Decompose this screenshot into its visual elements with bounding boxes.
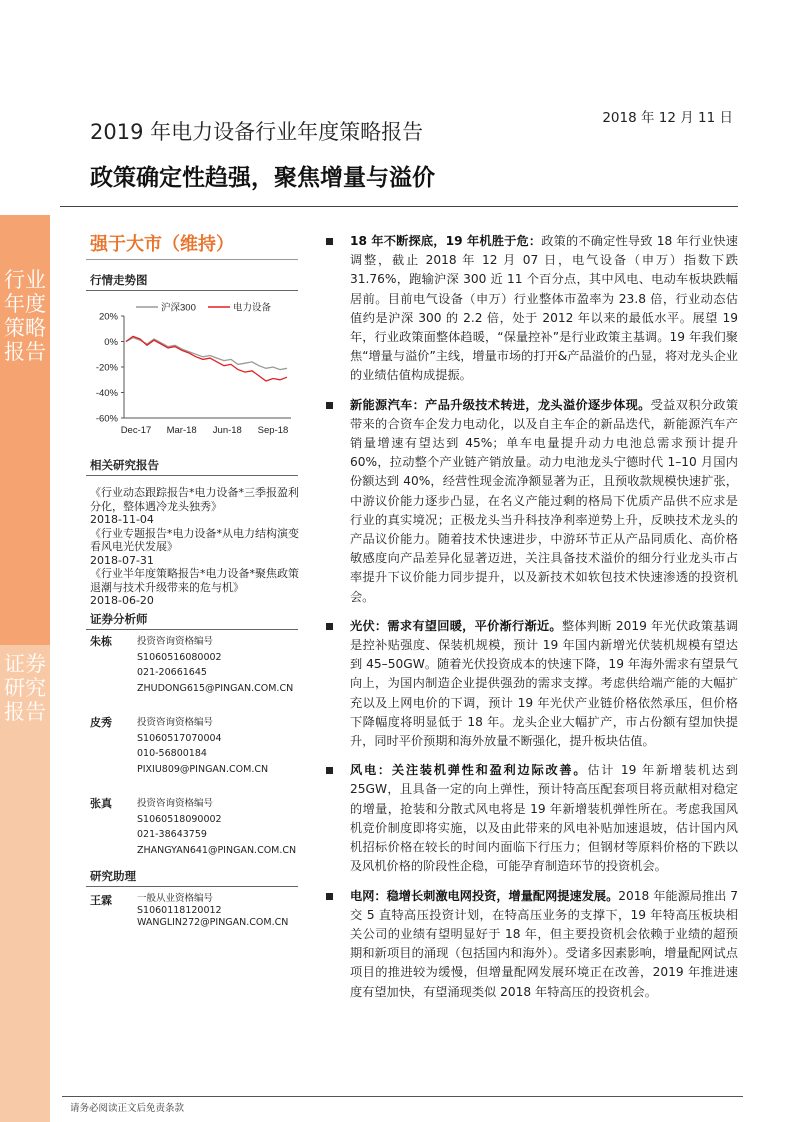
- analyst-cert-id: S1060517070004: [137, 732, 222, 744]
- analyst-cert-id: S1060518090002: [137, 813, 222, 825]
- bullet-square-icon: [326, 238, 333, 245]
- analyst-phone: 021-20661645: [137, 667, 207, 678]
- analyst-cert-label: 投资咨询资格编号: [137, 636, 214, 647]
- footer-disclaimer[interactable]: 请务必阅读正文后免责条款: [70, 1103, 185, 1114]
- key-point-body: 整体判断 2019 年光伏政策基调是控补贴强度、保装机规模，预计 19 年国内新增光伏装机规模有望达到 45–50GW。随着光伏投资成本的快速下降，19 年海外需求有望景气向上，为国内制造企业提供强劲的需求支撑。考虑供给端产能的大幅扩充以及上网电价的下调，预计 19 年光伏产业链价格依然承压，但价格下降幅度将明显低于 18 年。龙头企业大幅扩产，市占份额有望加快提升，同时平价预期和海外放量不断强化，提升板块估值。: [350, 618, 739, 749]
- key-point-lead: 电网：稳增长刺激电网投资，增量配网提速发展。: [350, 888, 619, 903]
- analyst-cert-label: 投资咨询资格编号: [137, 798, 214, 809]
- key-point: [322, 396, 738, 607]
- side-label-bottom: 证券研究报告: [4, 652, 46, 724]
- x-tick-label: Dec-17: [120, 425, 152, 436]
- key-point: [322, 887, 738, 1002]
- market-trend-title: 行情走势图: [90, 273, 148, 287]
- legend-label: 电力设备: [233, 302, 272, 314]
- related-reports-divider: [86, 475, 298, 476]
- x-tick-label: Sep-18: [257, 425, 289, 436]
- key-point: [322, 761, 738, 876]
- report-item[interactable]: [90, 527, 302, 568]
- analysts-divider: [86, 629, 298, 630]
- report-item-date: 2018-11-04: [90, 513, 154, 526]
- side-label-top: 行业年度策略报告: [4, 268, 46, 364]
- x-tick-label: Mar-18: [166, 425, 197, 436]
- report-item-text: 《行业专题报告*电力设备*从电力结构演变看风电光伏发展》: [90, 526, 299, 553]
- assistant-email[interactable]: WANGLIN272@PINGAN.COM.CN: [137, 917, 289, 928]
- assistant-cert-id: S1060118120012: [137, 905, 222, 916]
- report-item-text: 《行业动态跟踪报告*电力设备*三季报盈利分化，整体遇冷龙头独秀》: [90, 486, 299, 513]
- key-point-body: 政策的不确定性导致 18 年行业快速调整，截止 2018 年 12 月 07 日，电气设备（申万）指数下跌 31.76%，跑输沪深 300 近 11 个百分点，其中风电、电动车板块跌幅居前。目前电气设备（申万）行业整体市盈率为 23.8 倍，行业动态估值约是沪深 300 的 2.2 倍，处于 2012 年以来的最低水平。展望 19 年，行业政策面整体趋暖，“保量控补”是行业政策主基调。19 年我们聚焦“增量与溢价”主线，增量市场的打开&产品溢价的凸显，将对龙头企业的业绩估值构成提振。: [350, 234, 738, 383]
- main-content: [322, 232, 738, 1002]
- assistant-divider: [86, 886, 298, 887]
- analyst-cert-id: S1060516080002: [137, 651, 222, 663]
- key-point-body: 受益双积分政策带来的合资车企发力电动化，以及自主车企的新品迭代，新能源汽车产销量增速有望达到 45%；单车电量提升动力电池总需求预计提升 60%，拉动整个产业链产销放量。动力电池龙头宁德时代 1–10 月国内份额达到 40%，经营性现金流净额显著为正，且预收款规模快速扩张，中游议价能力逐步凸显，在名义产能过剩的格局下优质产品供不应求是行业的真实境况；正极龙头当升科技净利率逆势上升，反映技术龙头的产品议价能力。随着技术快速进步，中游环节正从产品同质化、高价格敏感度向产品差异化显著迈进，关注具备技术溢价的细分行业龙头市占率提升下议价能力同步提升，以及新技术如软包技术快速渗透的投资机会。: [350, 397, 739, 604]
- assistant-name: 王霖: [90, 894, 112, 907]
- analyst-phone: 010-56800184: [137, 748, 207, 759]
- key-point: [322, 617, 738, 751]
- footer-divider: [62, 1096, 743, 1097]
- key-point-lead: 风电：关注装机弹性和盈利边际改善。: [350, 763, 588, 778]
- report-title: 2019 年电力设备行业年度策略报告: [90, 120, 424, 144]
- legend-label: 沪深300: [161, 302, 196, 314]
- analyst-phone: 021-38643759: [137, 829, 207, 840]
- report-date: 2018 年 12 月 11 日: [602, 110, 733, 126]
- rating-divider: [86, 259, 298, 260]
- report-item-date: 2018-07-31: [90, 553, 154, 567]
- bullet-square-icon: [326, 767, 333, 774]
- analyst-name: 朱栋: [90, 635, 112, 648]
- analysts-title: 证券分析师: [90, 612, 148, 626]
- y-tick-label: 20%: [98, 311, 118, 323]
- report-item[interactable]: [90, 486, 302, 527]
- analyst-name: 皮秀: [90, 716, 112, 729]
- y-tick-label: -60%: [95, 413, 118, 425]
- analyst-email[interactable]: PIXIU809@PINGAN.COM.CN: [137, 763, 269, 775]
- analyst-cert-label: 投资咨询资格编号: [137, 717, 214, 728]
- report-item-text: 《行业半年度策略报告*电力设备*聚焦政策退潮与技术升级带来的危与机》: [90, 567, 299, 594]
- bullet-square-icon: [326, 402, 333, 409]
- report-subtitle: 政策确定性趋强，聚焦增量与溢价: [90, 165, 435, 191]
- related-reports-title: 相关研究报告: [90, 458, 159, 472]
- key-point-body: 估计 19 年新增装机达到 25GW，且具备一定的向上弹性，预计特高压配套项目将贡献相对稳定的增量，抢装和分散式风电将是 19 年新增装机弹性所在。考虑我国风机竞价制度即将实施，以及由此带来的风电补贴加速退坡，估计国内风机招标价格在较长的时间内面临下行压力；但钢材等原料价格的下跌以及风机价格的阶段性企稳，可能孕育制造环节的投资机会。: [350, 763, 738, 874]
- report-item-date: 2018-06-20: [90, 594, 154, 607]
- market-trend-chart: [86, 300, 301, 450]
- series-line-power-equipment: [126, 336, 287, 381]
- key-point: [322, 232, 738, 386]
- key-point-lead: 光伏：需求有望回暖，平价渐行渐近。: [350, 618, 562, 633]
- rating-label: 强于大市（维持）: [90, 234, 234, 255]
- key-point-body: 2018 年能源局推出 7 交 5 直特高压投资计划，在特高压业务的支撑下，19 年特高压板块相关公司的业绩有望明显好于 18 年，但主要投资机会依赖于业绩的超预期和新项目的涌现（包括国内和海外）。受诸多因素影响，增量配网试点项目的推进较为缓慢，但增量配网发展环境正在改善，2019 年推进速度有望加快，有望涌现类似 2018 年特高压的投资机会。: [350, 888, 738, 999]
- key-point-lead: 新能源汽车：产品升级技术转进，龙头溢价逐步体现。: [350, 397, 651, 412]
- bullet-square-icon: [326, 623, 333, 630]
- assistant-title: 研究助理: [90, 869, 136, 883]
- analyst-email[interactable]: ZHUDONG615@PINGAN.COM.CN: [137, 682, 294, 694]
- assistant-cert-label: 一般从业资格编号: [137, 893, 214, 904]
- report-item[interactable]: [90, 567, 302, 608]
- header-divider: [60, 206, 738, 207]
- bullet-square-icon: [326, 893, 333, 900]
- y-tick-label: 0%: [104, 337, 118, 348]
- analyst-name: 张真: [90, 797, 112, 810]
- x-tick-label: Jun-18: [212, 425, 242, 436]
- analyst-email[interactable]: ZHANGYAN641@PINGAN.COM.CN: [137, 844, 297, 856]
- related-reports-list: [90, 486, 302, 608]
- y-tick-label: -20%: [95, 362, 118, 374]
- y-tick-label: -40%: [95, 388, 118, 399]
- key-point-lead: 18 年不断探底，19 年机胜于危：: [350, 234, 542, 248]
- market-trend-divider: [86, 290, 298, 291]
